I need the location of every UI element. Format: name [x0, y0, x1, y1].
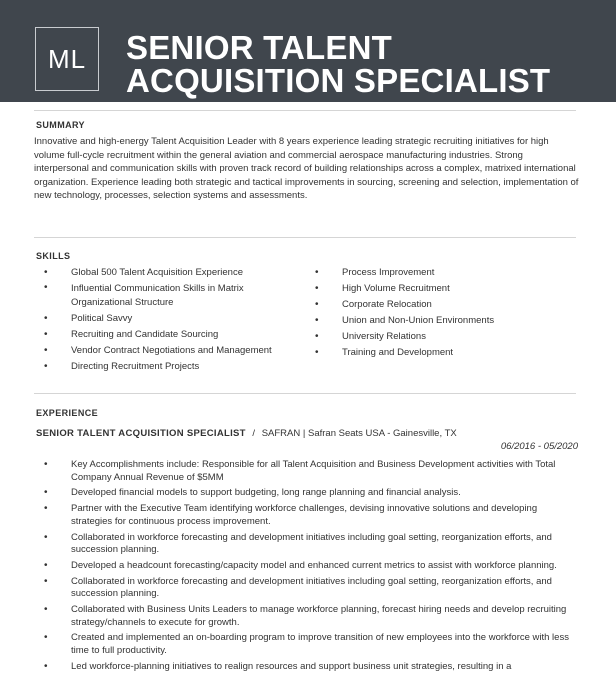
summary-heading: SUMMARY — [36, 120, 85, 130]
skill-item: • Directing Recruitment Projects — [35, 359, 305, 375]
skills-list-left — [35, 265, 305, 375]
skill-item: • Corporate Relocation — [306, 297, 576, 313]
skill-item: • Recruiting and Candidate Sourcing — [35, 327, 305, 343]
accomplishment-item: • Partner with the Executive Team identifying workforce challenges, devising innovative solutions and developing strategies for continuous process improvement. — [35, 503, 575, 528]
skill-item: • Vendor Contract Negotiations and Management — [35, 343, 305, 359]
accomplishment-item: • Key Accomplishments include: Responsible for all Talent Acquisition and Business Development activities with Total Company Annual Revenue of $5MM — [35, 459, 575, 484]
job-title: SENIOR TALENT ACQUISITION SPECIALIST — [36, 428, 246, 439]
skills-heading: SKILLS — [36, 251, 71, 261]
job-line — [36, 428, 457, 439]
divider-summary — [34, 237, 576, 238]
skills-list-right — [306, 265, 576, 361]
accomplishment-item: • Collaborated in workforce forecasting and development initiatives including goal setting, reorganization efforts, and succession planning. — [35, 532, 575, 557]
accomplishment-item: • Collaborated in workforce forecasting and development initiatives including goal setting, reorganization efforts, and succession planning. — [35, 576, 575, 601]
experience-heading: EXPERIENCE — [36, 408, 99, 418]
skill-item: • Influential Communication Skills in Matrix Organizational Structure — [35, 281, 305, 311]
divider-top — [34, 110, 576, 111]
accomplishment-item: • Developed financial models to support budgeting, long range planning and financial analysis. — [35, 487, 575, 500]
skill-item: • Training and Development — [306, 345, 576, 361]
divider-skills — [34, 393, 576, 394]
job-separator: / — [252, 428, 256, 439]
job-dates: 06/2016 - 05/2020 — [500, 441, 578, 452]
accomplishment-item: • Created and implemented an on-boarding program to improve transition of new employees into the workforce with less time to full productivity. — [35, 632, 575, 657]
skill-item: • University Relations — [306, 329, 576, 345]
title-line-1: SENIOR TALENT — [126, 29, 392, 66]
skill-item: • Political Savvy — [35, 311, 305, 327]
skill-item: • Global 500 Talent Acquisition Experience — [35, 265, 305, 281]
skill-item: • Union and Non-Union Environments — [306, 313, 576, 329]
resume-header — [0, 0, 616, 102]
skill-item: • High Volume Recruitment — [306, 281, 576, 297]
accomplishment-item: • Led workforce-planning initiatives to realign resources and support business unit strategies, resulting in a — [35, 661, 575, 674]
skill-item: • Process Improvement — [306, 265, 576, 281]
title-line-2: ACQUISITION SPECIALIST — [126, 62, 551, 99]
summary-text: Innovative and high-energy Talent Acquisition Leader with 8 years experience leading strategic recruiting initiatives for high volume full-cycle recruitment within the general aviation and commercial aerospace manufacturing industries. Strong interpersonal and communication skills with proven track record of building relationships across a complex, matrixed international organization. Experience leading both strategic and tactical improvements in sourcing, screening and selection, implementation of new technology, processes, selection systems and assessments. — [34, 136, 579, 201]
initials-monogram: ML — [35, 27, 99, 91]
resume-title — [126, 31, 550, 97]
employer: SAFRAN | Safran Seats USA - Gainesville, TX — [261, 428, 457, 439]
accomplishment-item: • Collaborated with Business Units Leaders to manage workforce planning, forecast hiring needs and develop recruiting strategy/channels to execute for growth. — [35, 604, 575, 629]
accomplishment-item: • Developed a headcount forecasting/capacity model and enhanced current metrics to assist with workforce planning. — [35, 560, 575, 573]
accomplishments-list — [35, 459, 575, 677]
